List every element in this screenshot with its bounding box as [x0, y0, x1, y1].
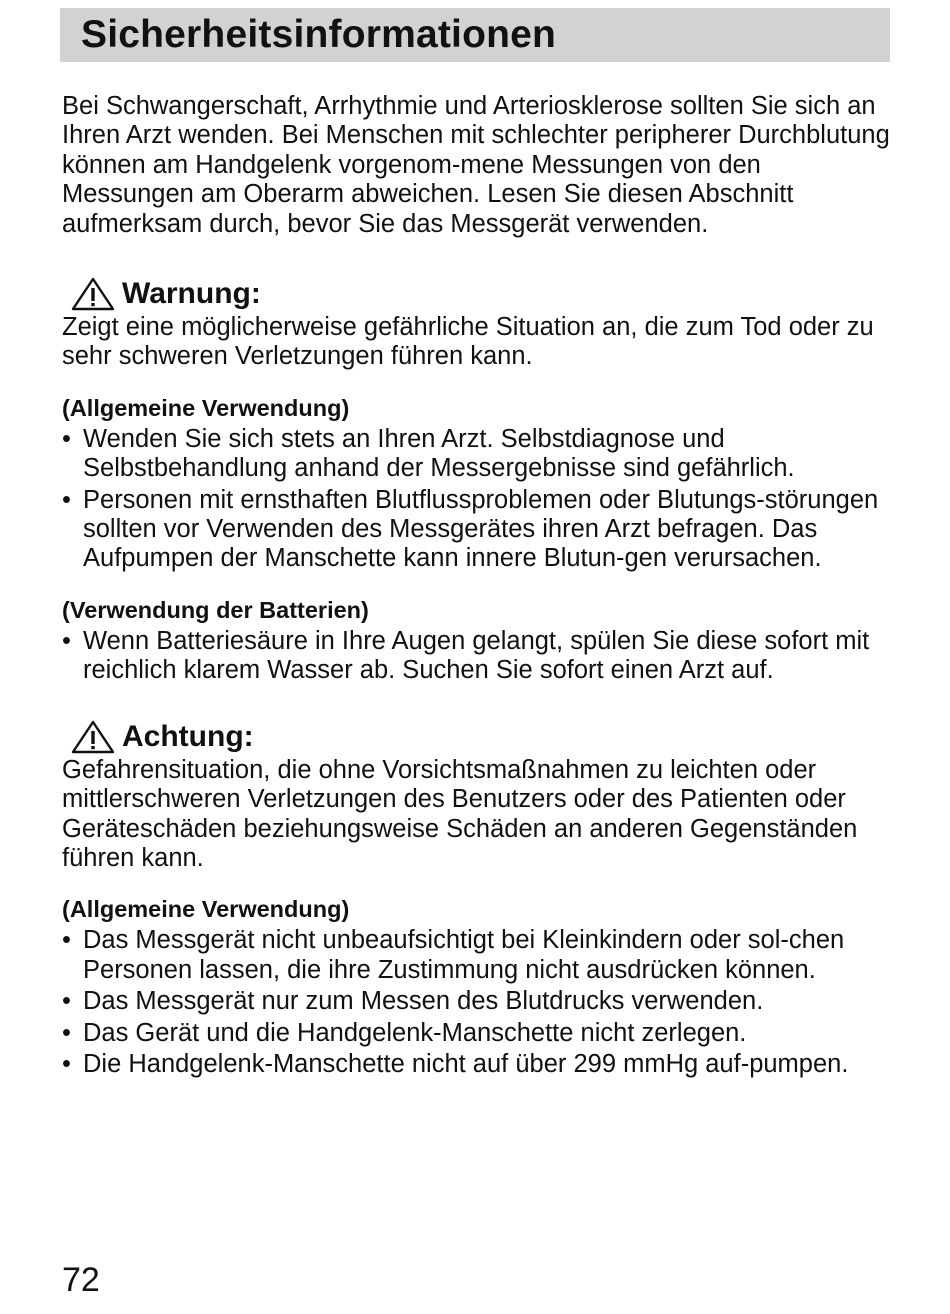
- warning-batteries-subheading: (Verwendung der Batterien): [62, 596, 369, 623]
- caution-heading-label: Achtung:: [122, 719, 254, 753]
- warning-triangle-icon: [70, 720, 116, 754]
- list-item: • Die Handgelenk-Manschette nicht auf über 299 mmHg auf-pumpen.: [62, 1049, 849, 1078]
- warning-general-subheading: (Allgemeine Verwendung): [62, 394, 350, 421]
- page-number: 72: [62, 1261, 100, 1299]
- warning-heading-label: Warnung:: [122, 277, 261, 311]
- list-item: • Das Gerät und die Handgelenk-Manschette nicht zerlegen.: [62, 1018, 747, 1047]
- list-item: • Wenden Sie sich stets an Ihren Arzt. Selbstdiagnose und Selbstbehandlung anhand der Messergebnisse sind gefährlich.: [62, 424, 795, 483]
- caution-general-subheading: (Allgemeine Verwendung): [62, 896, 350, 923]
- list-item: • Das Messgerät nicht unbeaufsichtigt bei Kleinkindern oder sol-chen Personen lassen, die ihre Zustimmung nicht ausdrücken können.: [62, 926, 845, 984]
- caution-heading: [62, 720, 890, 754]
- warning-description: Zeigt eine möglicherweise gefährliche Situation an, die zum Tod oder zu sehr schweren Verletzungen führen kann.: [62, 313, 874, 371]
- title-bar: [60, 8, 890, 62]
- caution-description: Gefahrensituation, die ohne Vorsichtsmaßnahmen zu leichten oder mittlerschweren Verletzungen des Benutzers oder des Patienten oder Geräteschäden beziehungsweise Schäden an anderen Gegenständen führen kann.: [62, 755, 858, 872]
- list-item: • Das Messgerät nur zum Messen des Blutdrucks verwenden.: [62, 987, 764, 1016]
- caution-general-list: [62, 926, 890, 1079]
- warning-general-list: [62, 425, 890, 574]
- list-item: • Personen mit ernsthaften Blutflussproblemen oder Blutungs-störungen sollten vor Verwenden des Messgerätes ihren Arzt befragen. Das Aufpumpen der Manschette kann innere Blutun-gen verursachen.: [62, 485, 879, 573]
- warning-batteries-list: [62, 627, 890, 686]
- warning-heading: [62, 277, 890, 311]
- page-content: [62, 8, 890, 1079]
- page-title: Sicherheitsinformationen: [81, 13, 557, 56]
- warning-triangle-icon: [70, 277, 116, 311]
- list-item: • Wenn Batteriesäure in Ihre Augen gelangt, spülen Sie diese sofort mit reichlich klarem Wasser ab. Suchen Sie sofort einen Arzt auf.: [62, 626, 870, 685]
- intro-paragraph: Bei Schwangerschaft, Arrhythmie und Arteriosklerose sollten Sie sich an Ihren Arzt wenden. Bei Menschen mit schlechter peripherer Durchblutung können am Handgelenk vorgenom-mene Messungen von den Messungen am Oberarm abweichen. Lesen Sie diesen Abschnitt aufmerksam durch, bevor Sie das Messgerät verwenden.: [62, 92, 890, 238]
